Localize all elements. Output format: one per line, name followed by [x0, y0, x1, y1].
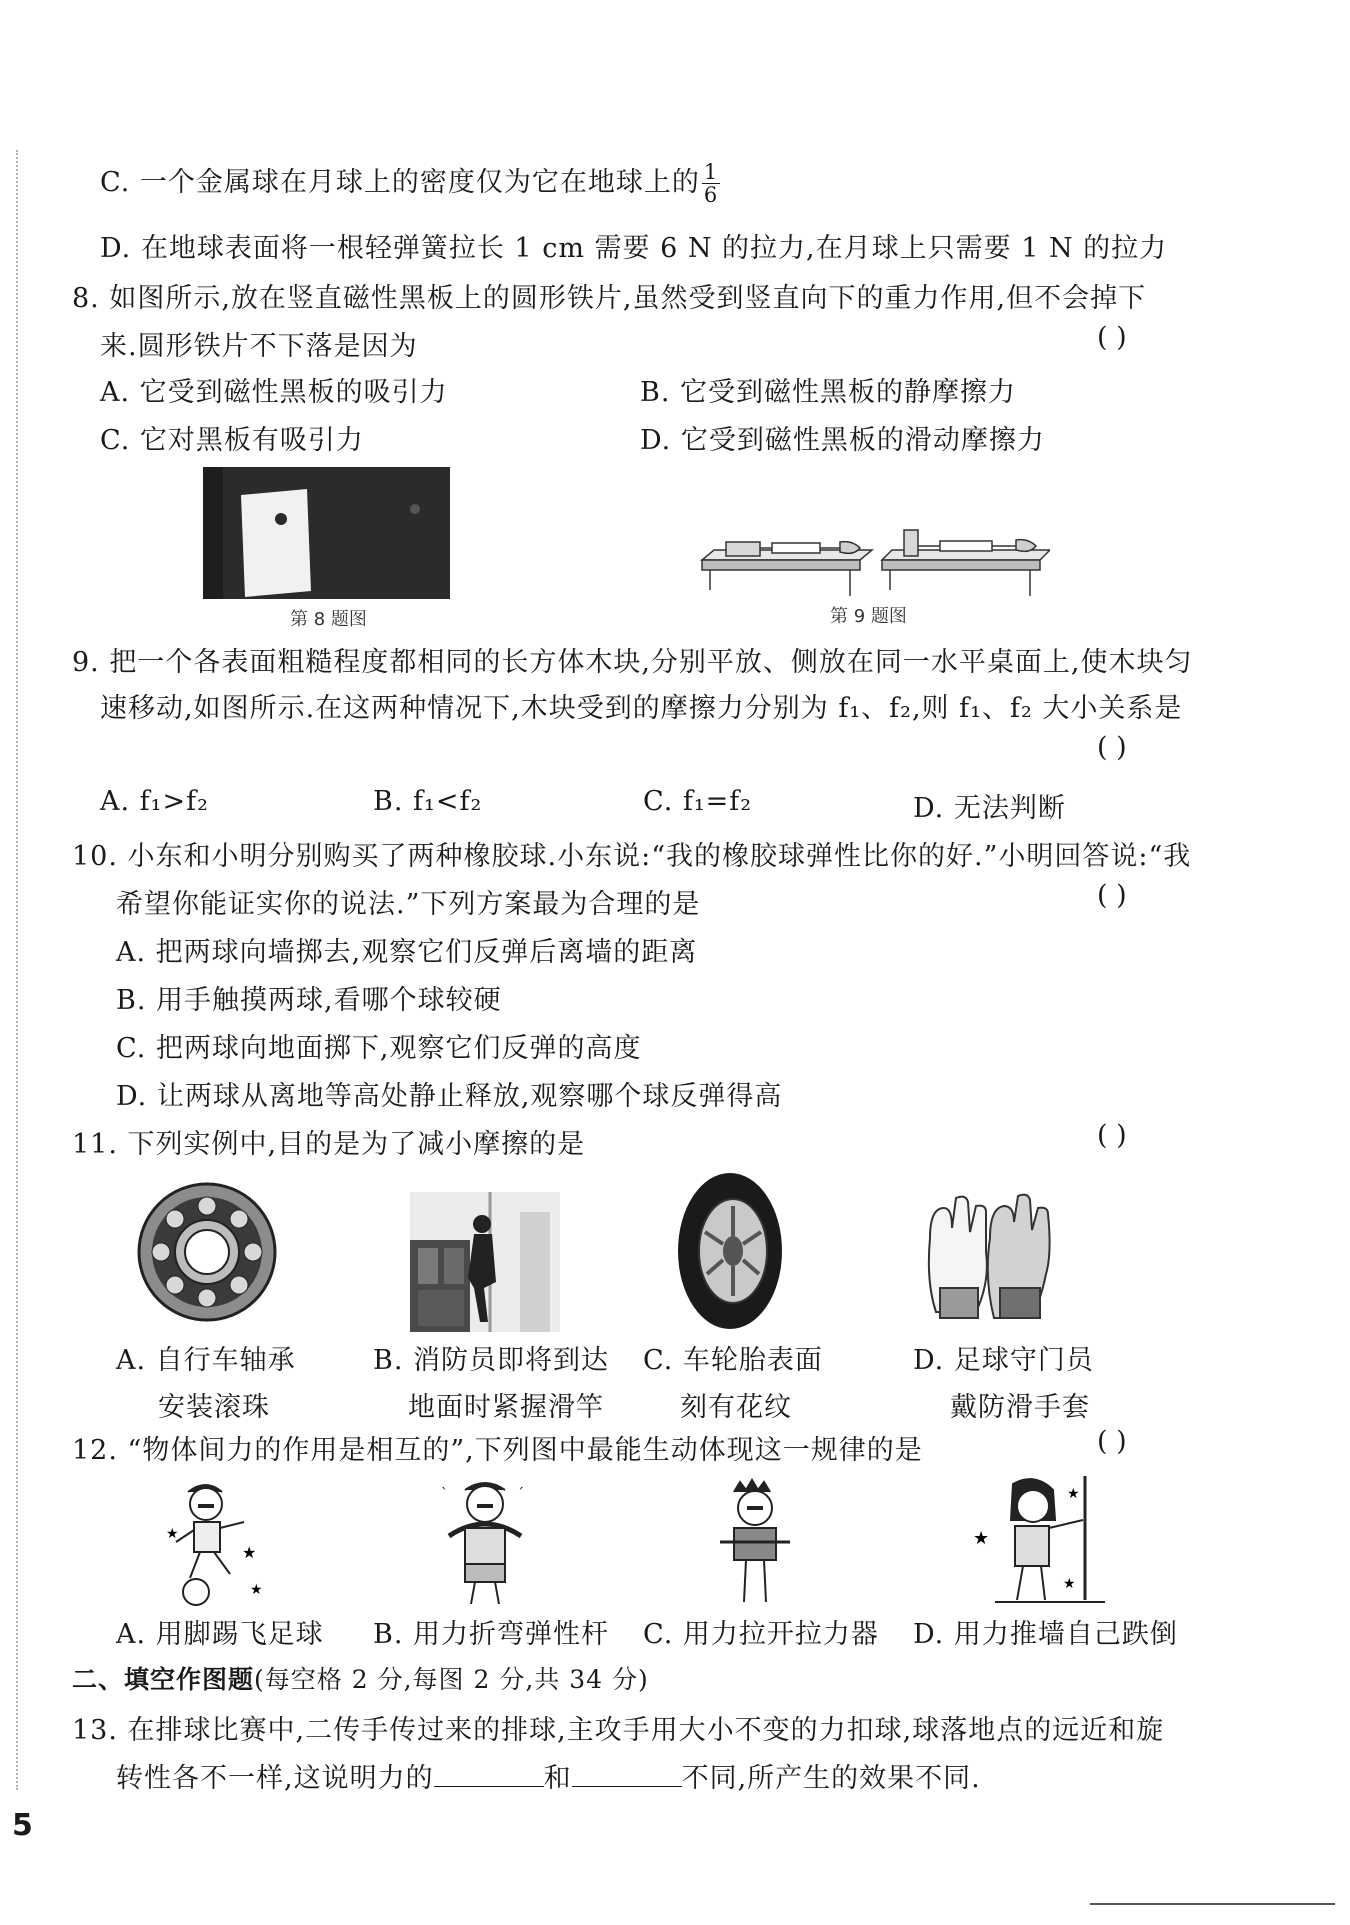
svg-text:ˋ: ˋ [441, 1486, 448, 1502]
svg-text:★: ★ [242, 1543, 257, 1562]
pull-expander-cartoon [710, 1478, 800, 1608]
page-number: 5 [12, 1808, 33, 1843]
q12-option-a: A. 用脚踢飞足球 [116, 1619, 324, 1650]
fraction-numerator: 1 [703, 159, 719, 184]
q9-option-b: B. f₁<f₂ [373, 786, 483, 817]
svg-text:★: ★ [250, 1582, 263, 1598]
svg-text:★: ★ [1067, 1486, 1080, 1502]
q10-option-b: B. 用手触摸两球,看哪个球较硬 [116, 985, 502, 1016]
section2-heading [72, 1660, 649, 1696]
q13-stem-line1: 13. 在排球比赛中,二传手传过来的排球,主攻手用大小不变的力扣球,球落地点的远近和旋 [72, 1715, 1165, 1746]
q9-option-c: C. f₁=f₂ [643, 786, 753, 817]
fig9-friction-setup [700, 528, 1050, 598]
fig9-caption: 第 9 题图 [830, 606, 907, 627]
q7-fraction [702, 161, 720, 206]
q12-option-c: C. 用力拉开拉力器 [643, 1619, 879, 1650]
svg-text:★: ★ [973, 1528, 990, 1549]
svg-text:★: ★ [1063, 1576, 1076, 1592]
binding-margin [16, 150, 18, 1790]
svg-text:ˊ: ˊ [517, 1486, 524, 1502]
q10-stem-line1: 10. 小东和小明分别购买了两种橡胶球.小东说:“我的橡胶球弹性比你的好.”小明回答说:“我 [72, 841, 1192, 872]
q8-option-b: B. 它受到磁性黑板的静摩擦力 [640, 377, 1017, 408]
q10-option-a: A. 把两球向墙掷去,观察它们反弹后离墙的距离 [116, 937, 698, 968]
q8-option-a: A. 它受到磁性黑板的吸引力 [100, 377, 448, 408]
q13-text-a: 转性各不一样,这说明力的 [116, 1763, 434, 1794]
q9-option-a: A. f₁>f₂ [100, 786, 209, 817]
q13-text-c: 不同,所产生的效果不同. [681, 1763, 981, 1794]
bearing-image [135, 1180, 280, 1330]
section2-title: 二、填空作图题 [72, 1665, 255, 1694]
goalkeeper-gloves-image [920, 1188, 1075, 1328]
q13-blank-2[interactable] [572, 1764, 682, 1787]
q9-answer-paren: ( ) [1097, 732, 1127, 763]
q8-option-d: D. 它受到磁性黑板的滑动摩擦力 [640, 425, 1045, 456]
section2-scoring-note: (每空格 2 分,每图 2 分,共 34 分) [254, 1665, 649, 1694]
firefighter-pole-image [410, 1192, 560, 1332]
q11-option-c-line1: C. 车轮胎表面 [643, 1345, 823, 1376]
bottom-rule [1090, 1903, 1335, 1905]
fig8-caption: 第 8 题图 [290, 609, 367, 630]
q9-stem-line2: 速移动,如图所示.在这两种情况下,木块受到的摩擦力分别为 f₁、f₂,则 f₁、f₂ 大小关系是 [100, 693, 1183, 724]
q12-answer-paren: ( ) [1097, 1426, 1127, 1457]
q11-option-a-line2: 安装滚珠 [158, 1392, 270, 1423]
kick-ball-cartoon [160, 1478, 280, 1608]
q8-stem-line2: 来.圆形铁片不下落是因为 [100, 331, 418, 362]
q12-stem: 12. “物体间力的作用是相互的”,下列图中最能生动体现这一规律的是 [72, 1435, 923, 1466]
q9-stem-line1: 9. 把一个各表面粗糙程度都相同的长方体木块,分别平放、侧放在同一水平桌面上,使木块匀 [72, 647, 1193, 678]
bend-pole-cartoon [435, 1478, 535, 1608]
q13-stem-line2 [116, 1756, 981, 1795]
q8-answer-paren: ( ) [1097, 322, 1127, 353]
q8-option-c: C. 它对黑板有吸引力 [100, 425, 364, 456]
q11-option-a-line1: A. 自行车轴承 [116, 1345, 296, 1376]
q11-option-b-line1: B. 消防员即将到达 [373, 1345, 610, 1376]
q7-option-d: D. 在地球表面将一根轻弹簧拉长 1 cm 需要 6 N 的拉力,在月球上只需要 1 N 的拉力 [100, 233, 1168, 264]
q7-option-c-text: C. 一个金属球在月球上的密度仅为它在地球上的 [100, 167, 700, 198]
q12-option-d: D. 用力推墙自己跌倒 [913, 1619, 1178, 1650]
q11-answer-paren: ( ) [1097, 1120, 1127, 1151]
q13-blank-1[interactable] [434, 1764, 544, 1787]
svg-text:★: ★ [166, 1526, 179, 1542]
fig8-magnetic-board-photo [203, 467, 450, 599]
tire-image [675, 1170, 785, 1332]
q7-option-c [100, 160, 720, 206]
q11-option-d-line1: D. 足球守门员 [913, 1345, 1094, 1376]
q10-option-c: C. 把两球向地面掷下,观察它们反弹的高度 [116, 1033, 642, 1064]
q11-stem: 11. 下列实例中,目的是为了减小摩擦的是 [72, 1129, 586, 1160]
q10-stem-line2: 希望你能证实你的说法.”下列方案最为合理的是 [116, 889, 701, 920]
q8-stem-line1: 8. 如图所示,放在竖直磁性黑板上的圆形铁片,虽然受到竖直向下的重力作用,但不会掉下 [72, 283, 1147, 314]
q10-option-d: D. 让两球从离地等高处静止释放,观察哪个球反弹得高 [116, 1081, 783, 1112]
q11-option-b-line2: 地面时紧握滑竿 [408, 1392, 604, 1423]
q10-answer-paren: ( ) [1097, 880, 1127, 911]
q9-option-d: D. 无法判断 [913, 793, 1066, 824]
q12-option-b: B. 用力折弯弹性杆 [373, 1619, 610, 1650]
q11-option-d-line2: 戴防滑手套 [950, 1392, 1090, 1423]
fraction-denominator: 6 [703, 183, 719, 207]
push-wall-cartoon [965, 1476, 1105, 1608]
q11-option-c-line2: 刻有花纹 [680, 1392, 792, 1423]
q13-text-b: 和 [543, 1763, 572, 1794]
